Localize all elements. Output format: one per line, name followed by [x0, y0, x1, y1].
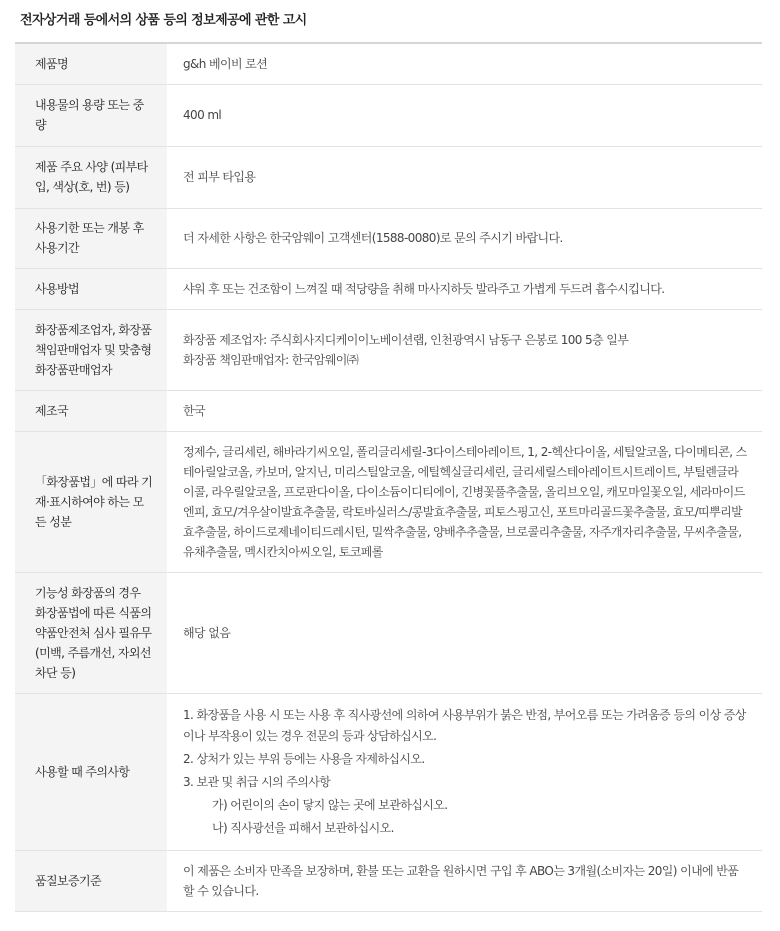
- caution-item: 2. 상처가 있는 부위 등에는 사용을 자제하십시오.: [183, 751, 425, 766]
- row-value-cautions: [167, 693, 762, 850]
- row-value-specs: 전 피부 타입용: [167, 146, 762, 208]
- table-row: [15, 44, 762, 84]
- table-row: [15, 84, 762, 146]
- row-label-manufacturer: 화장품제조업자, 화장품책임판매업자 및 맞춤형화장품판매업자: [15, 309, 167, 390]
- row-label-usage: 사용방법: [15, 268, 167, 309]
- row-label-quality: 품질보증기준: [15, 850, 167, 911]
- caution-item: 3. 보관 및 취급 시의 주의사항: [183, 774, 331, 789]
- row-value-expiry: 더 자세한 사항은 한국암웨이 고객센터(1588-0080)로 문의 주시기 바랍니다.: [167, 208, 762, 268]
- caution-subitem: 가) 어린이의 손이 닿지 않는 곳에 보관하십시오.: [212, 797, 448, 812]
- table-row: [15, 850, 762, 911]
- row-label-capacity: 내용물의 용량 또는 중량: [15, 84, 167, 146]
- caution-subitem: 나) 직사광선을 피해서 보관하십시오.: [212, 820, 394, 835]
- row-label-country: 제조국: [15, 390, 167, 431]
- row-value-product-name: g&h 베이비 로션: [167, 44, 762, 84]
- manufacturer-line: 화장품 제조업자: 주식회사지디케이이노베이션랩, 인천광역시 남동구 은봉로 100 5층 일부: [183, 332, 629, 347]
- row-value-manufacturer: [167, 309, 762, 390]
- row-value-quality: 이 제품은 소비자 만족을 보장하며, 환불 또는 교환을 원하시면 구입 후 ABO는 3개월(소비자는 20일) 이내에 반품할 수 있습니다.: [167, 850, 762, 911]
- table-row: [15, 268, 762, 309]
- table-row: [15, 693, 762, 850]
- row-value-country: 한국: [167, 390, 762, 431]
- product-info-table: [15, 44, 762, 912]
- row-label-functional: 기능성 화장품의 경우 화장품법에 따른 식품의약품안전처 심사 필유무 (미백, 주름개선, 자외선차단 등): [15, 572, 167, 693]
- row-label-ingredients: 「화장품법」에 따라 기재·표시하여야 하는 모든 성분: [15, 431, 167, 572]
- table-row: [15, 390, 762, 431]
- row-label-product-name: 제품명: [15, 44, 167, 84]
- table-row: [15, 146, 762, 208]
- row-label-cautions: 사용할 때 주의사항: [15, 693, 167, 850]
- caution-item: 1. 화장품을 사용 시 또는 사용 후 직사광선에 의하여 사용부위가 붉은 반점, 부어오름 또는 가려움증 등의 이상 증상이나 부작용이 있는 경우 전문의 등과 상담하십시오.: [183, 707, 746, 743]
- notice-title: 전자상거래 등에서의 상품 등의 정보제공에 관한 고시: [15, 0, 762, 44]
- table-row: [15, 309, 762, 390]
- distributor-line: 화장품 책임판매업자: 한국암웨이㈜: [183, 352, 359, 367]
- row-label-specs: 제품 주요 사양 (피부타입, 색상(호, 번) 등): [15, 146, 167, 208]
- table-row: [15, 208, 762, 268]
- table-row: [15, 572, 762, 693]
- row-value-usage: 샤워 후 또는 건조함이 느껴질 때 적당량을 취해 마사지하듯 발라주고 가볍게 두드려 흡수시킵니다.: [167, 268, 762, 309]
- row-label-expiry: 사용기한 또는 개봉 후 사용기간: [15, 208, 167, 268]
- row-value-functional: 해당 없음: [167, 572, 762, 693]
- product-info-notice: [15, 0, 762, 912]
- row-value-capacity: 400 ml: [167, 84, 762, 146]
- row-value-ingredients: 정제수, 글리세린, 해바라기씨오일, 폴리글리세릴-3다이스테아레이트, 1, 2-헥산다이올, 세틸알코올, 다이메티콘, 스테아릴알코올, 카보머, 알지닌, 미리스틸알코올, 에틸헥실글리세린, 글리세릴스테아레이트시트레이트, 부틸렌글라이콜, 라우릴알코올, 프로판다이올, 다이소듐이디티에이, 긴병꽃풀추출물, 올리브오일, 캐모마일꽃오일, 세라마이드엔피, 효모/겨우살이발효추출물, 락토바실러스/콩발효추출물, 피토스핑고신, 포트마리골드꽃추출물, 효모/띠뿌리발효추출물, 하이드로제네이티드레시틴, 밀싹추출물, 양배추추출물, 브로콜리추출물, 자주개자리추출물, 무씨추출물, 유채추출물, 멕시칸치아씨오일, 토코페롤: [167, 431, 762, 572]
- table-row: [15, 431, 762, 572]
